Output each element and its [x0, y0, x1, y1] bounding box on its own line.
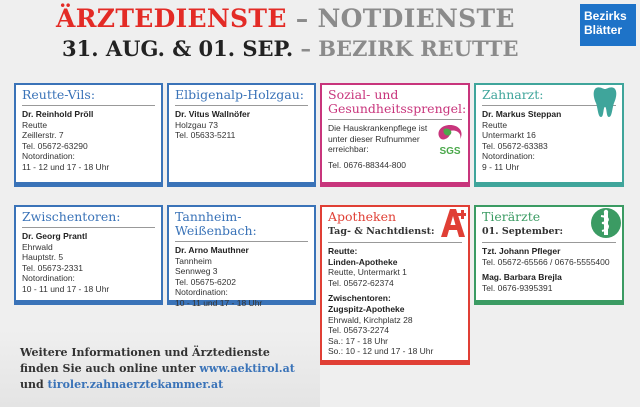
- card-title-line2: Weißenbach:: [175, 223, 257, 238]
- info-line: Die Hauskrankenpflege ist: [328, 123, 428, 133]
- card-sozial-gesundheitssprengel: [320, 83, 470, 187]
- info-line: So.: 10 - 12 und 17 - 18 Uhr: [328, 346, 434, 357]
- bezirksblaetter-logo: [580, 4, 636, 46]
- footer-info: [20, 345, 295, 393]
- info-line: Tel. 05672-63290: [22, 140, 88, 151]
- title-red: ÄRZTEDIENSTE: [56, 4, 287, 33]
- footer-line2: [20, 361, 295, 377]
- info-line: Sa.: 17 - 18 Uhr: [328, 335, 389, 346]
- subtitle-region: – BEZIRK REUTTE: [293, 36, 519, 61]
- pharmacy-name: Zugspitz-Apotheke: [328, 303, 405, 314]
- sgs-logo-icon: [434, 123, 466, 162]
- svg-text:SGS: SGS: [439, 146, 461, 157]
- info-line: Hauptstr. 5: [22, 252, 64, 263]
- info-line: Holzgau 73: [175, 119, 219, 130]
- card-apotheken: [320, 205, 470, 365]
- divider: [22, 227, 155, 228]
- card-title: Tierärzte: [482, 209, 541, 224]
- info-line: Ehrwald, Kirchplatz 28: [328, 314, 413, 325]
- footer-text: finden Sie auch online unter: [20, 362, 200, 375]
- footer-line1: Weitere Informationen und Ärztedienste: [20, 346, 270, 359]
- logo-line1: Bezirks: [584, 9, 627, 23]
- divider: [175, 105, 308, 106]
- card-title: Reutte-Vils:: [22, 87, 96, 102]
- footer-text: und: [20, 378, 48, 391]
- footer-line3: [20, 377, 295, 393]
- info-line: Tel. 05673-2274: [328, 325, 389, 336]
- phone-line: Tel. 05672-65566 / 0676-5555400: [482, 256, 610, 267]
- pharmacy-a-icon: [440, 207, 466, 244]
- vet-name: Mag. Barbara Brejla: [482, 272, 562, 283]
- info-line: Notordination:: [22, 273, 75, 284]
- info-line: Tel. 05673-2331: [22, 262, 83, 273]
- vet-name: Tzt. Johann Pfleger: [482, 246, 561, 256]
- info-line: Zeillerstr. 7: [22, 130, 64, 141]
- info-line: 9 - 11 Uhr: [482, 161, 520, 172]
- card-subtitle: Tag- & Nachtdienst:: [328, 226, 435, 237]
- info-line: erreichbar:: [328, 144, 369, 155]
- info-line: 11 - 12 und 17 - 18 Uhr: [22, 161, 110, 172]
- card-tieraerzte: [474, 205, 624, 305]
- info-line: Untermarkt 16: [482, 130, 536, 141]
- zahnaerztekammer-link[interactable]: tiroler.zahnaerztekammer.at: [47, 378, 224, 391]
- tooth-icon: [592, 85, 618, 124]
- card-title: Apotheken: [328, 209, 397, 224]
- doctor-name: Dr. Vitus Wallnöfer: [175, 109, 251, 119]
- card-reutte-vils: [14, 83, 163, 187]
- pharmacy-name: Linden-Apotheke: [328, 256, 398, 267]
- divider: [175, 241, 308, 242]
- doctor-name: Dr. Georg Prantl: [22, 231, 88, 241]
- card-title: Zahnarzt:: [482, 87, 544, 102]
- card-title-line2: Gesundheitssprengel:: [328, 101, 467, 116]
- divider: [22, 105, 155, 106]
- info-line: 10 - 11 und 17 - 18 Uhr: [22, 283, 110, 294]
- info-line: Reutte, Untermarkt 1: [328, 267, 407, 278]
- doctor-name: Dr. Reinhold Pröll: [22, 109, 94, 119]
- doctor-name: Dr. Arno Mauthner: [175, 245, 249, 255]
- card-title-line1: Tannheim-: [175, 209, 242, 224]
- info-line: Ehrwald: [22, 241, 53, 252]
- divider: [328, 119, 462, 120]
- group-heading: Reutte:: [328, 246, 358, 256]
- vet-symbol-icon: [590, 207, 622, 244]
- info-line: Sennweg 3: [175, 266, 218, 277]
- aektirol-link[interactable]: www.aektirol.at: [199, 362, 295, 375]
- group-heading: Zwischentoren:: [328, 293, 391, 304]
- page-title: [56, 4, 515, 33]
- info-line: Notordination:: [22, 151, 75, 162]
- card-title-line1: Sozial- und: [328, 87, 399, 102]
- info-line: Notordination:: [175, 287, 228, 298]
- phone-line: Tel. 0676-88344-800: [328, 159, 406, 170]
- info-line: Tel. 05672-63383: [482, 140, 548, 151]
- card-zahnarzt: [474, 83, 624, 187]
- card-subtitle: 01. September:: [482, 226, 564, 237]
- phone-line: Tel. 0676-9395391: [482, 282, 553, 293]
- info-line: Reutte: [22, 119, 48, 130]
- info-line: unter dieser Rufnummer: [328, 133, 420, 144]
- page-subtitle: [62, 36, 519, 61]
- info-line: Tel. 05675-6202: [175, 276, 236, 287]
- logo-line2: Blätter: [584, 23, 623, 37]
- info-line: Tel. 05633-5211: [175, 130, 236, 141]
- card-title: Zwischentoren:: [22, 209, 121, 224]
- info-line: Tel. 05672-62374: [328, 277, 394, 288]
- card-tannheim-weissenbach: [167, 205, 316, 308]
- info-line: Reutte: [482, 119, 508, 130]
- info-line: 10 - 11 und 17 - 18 Uhr: [175, 297, 263, 308]
- card-elbigenalp: [167, 83, 316, 187]
- card-title: Elbigenalp-Holzgau:: [175, 87, 304, 102]
- subtitle-date: 31. AUG. & 01. SEP.: [62, 36, 294, 61]
- title-grey: – NOTDIENSTE: [286, 4, 515, 33]
- info-line: Tannheim: [175, 255, 212, 266]
- card-zwischentoren: [14, 205, 163, 305]
- info-line: Notordination:: [482, 151, 535, 162]
- doctor-name: Dr. Markus Steppan: [482, 109, 562, 119]
